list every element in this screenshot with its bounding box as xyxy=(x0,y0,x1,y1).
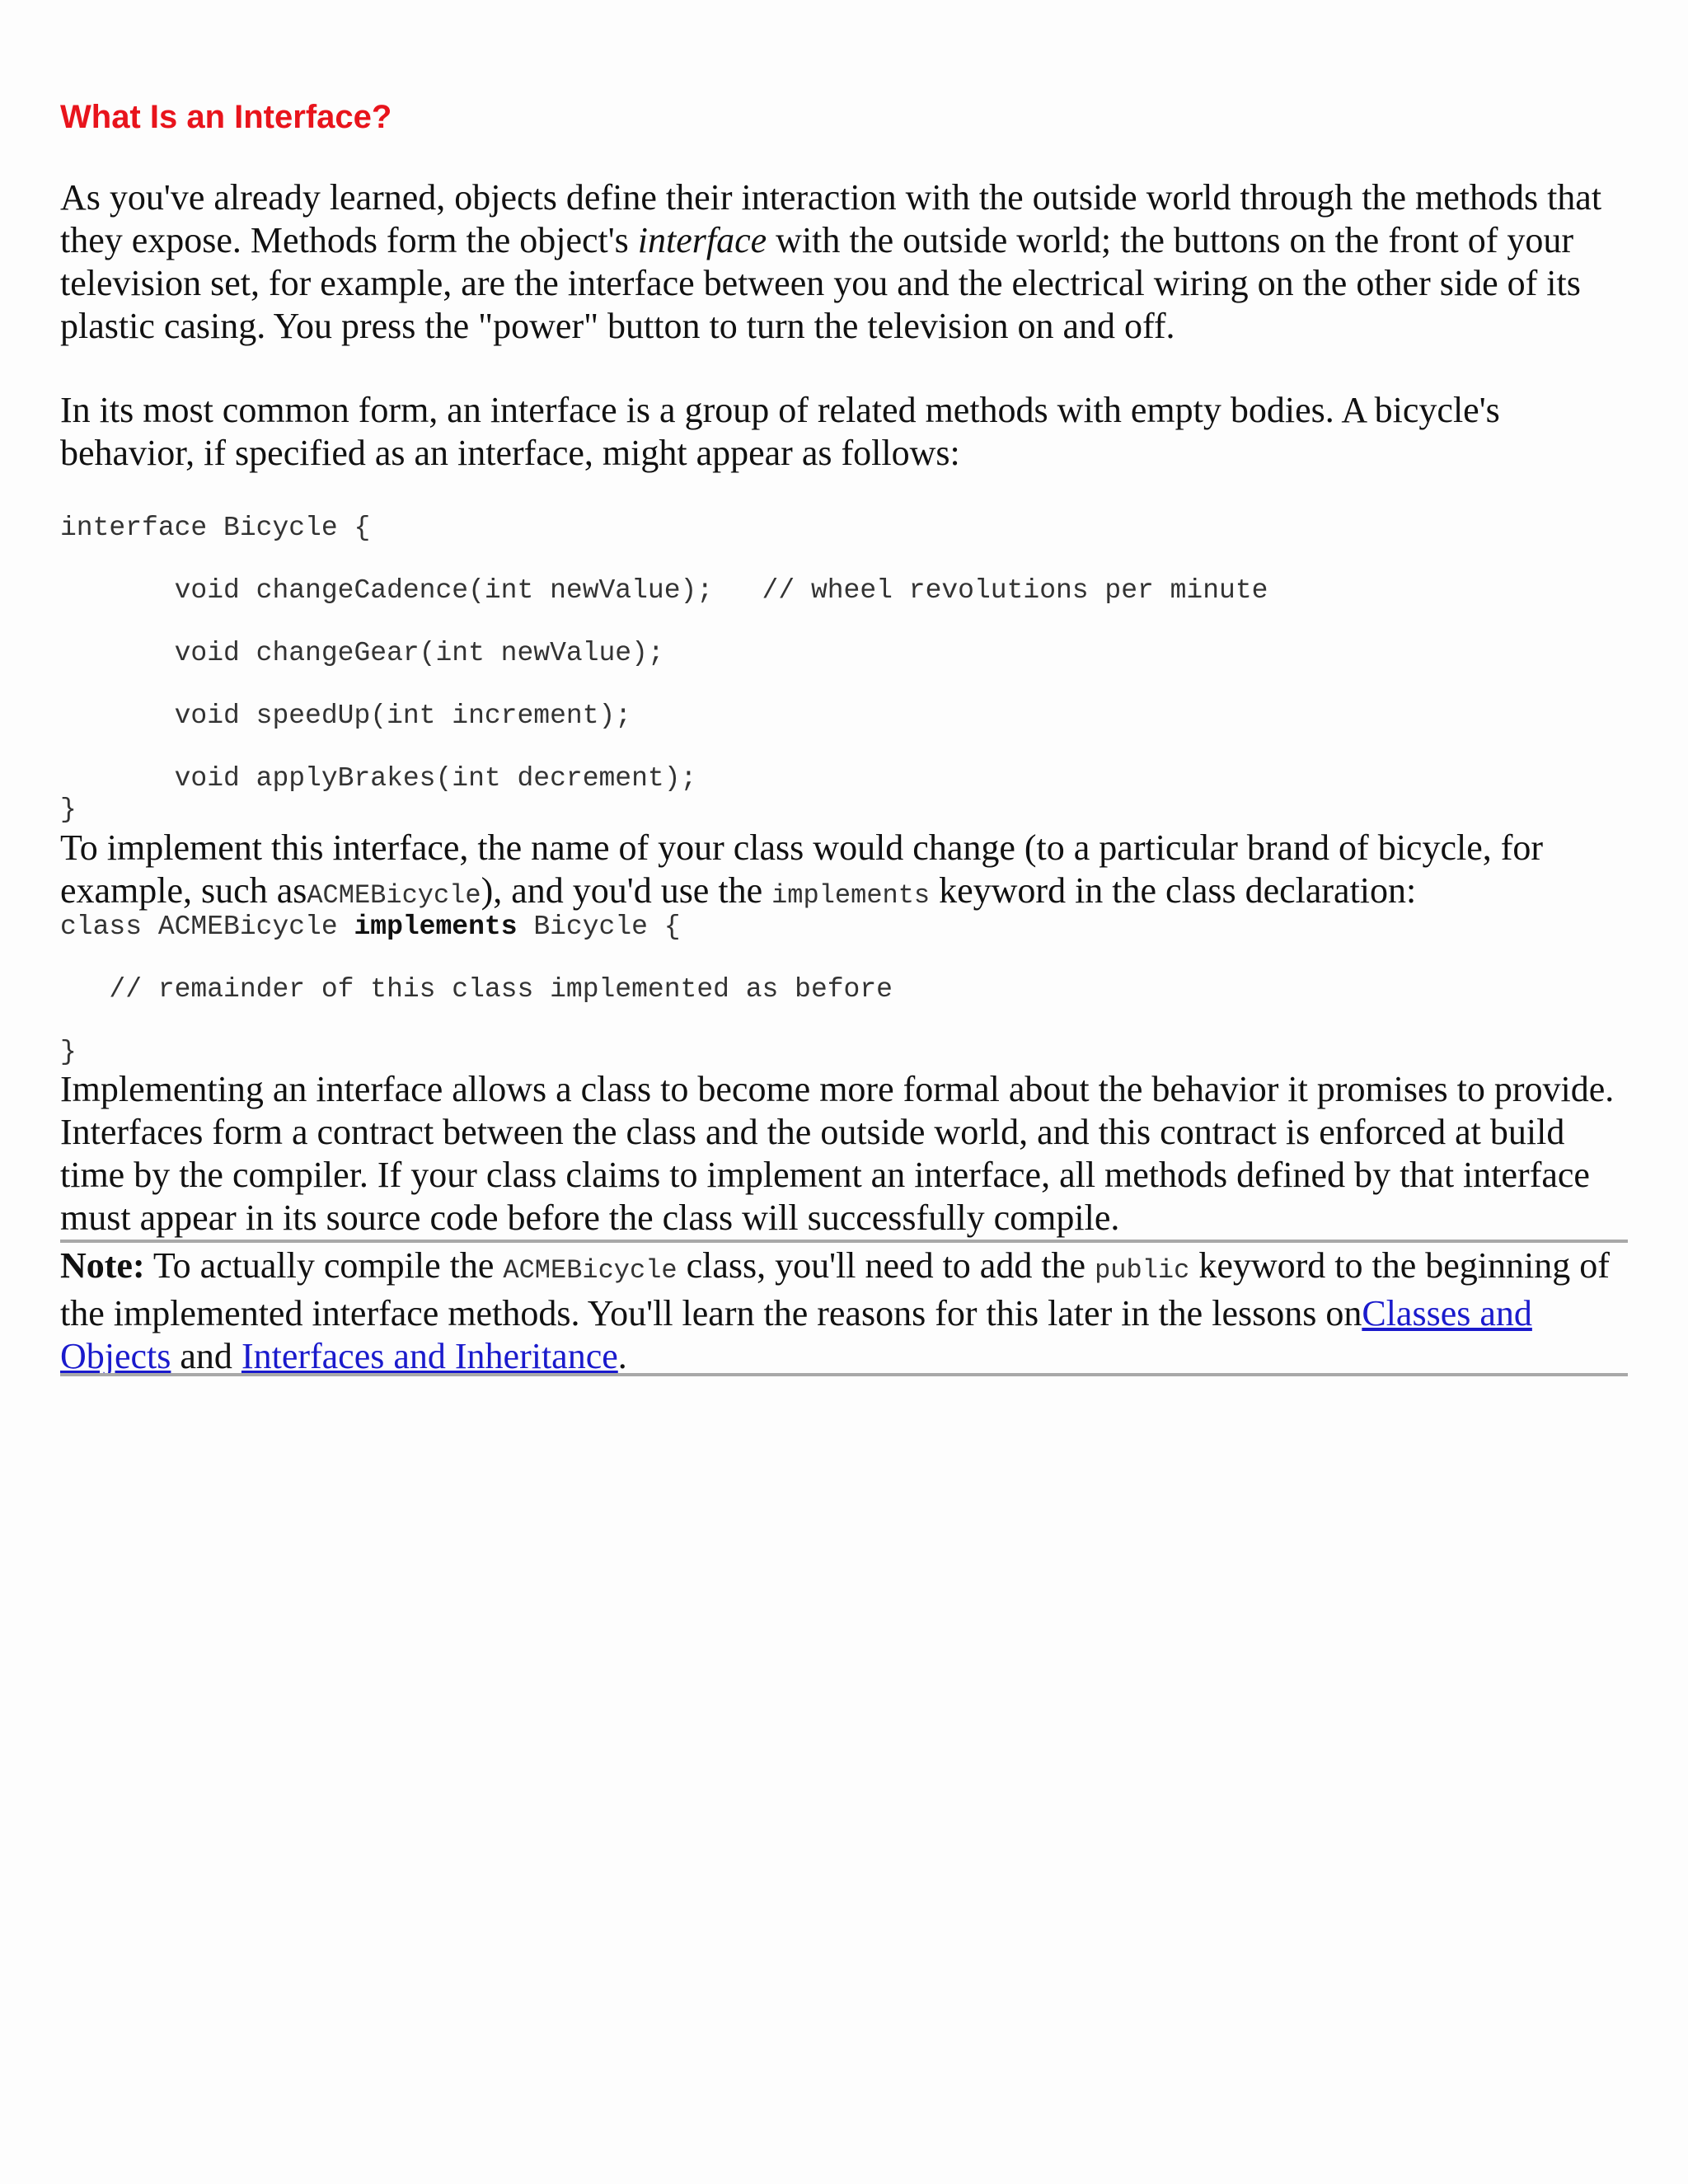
implements-keyword-code: implements xyxy=(771,880,931,911)
code-line xyxy=(60,912,681,943)
classes-and-objects-link[interactable]: Classes and Objects xyxy=(60,1293,1532,1376)
note-text-part2: class, you'll need to add the xyxy=(677,1245,1095,1286)
note-text-part1: To actually compile the xyxy=(144,1245,504,1286)
class-name-code: ACMEBicycle xyxy=(307,880,481,911)
code-line: void changeCadence(int newValue); // wheel revolutions per minute xyxy=(60,575,1268,606)
implement-text-part1: To implement this interface, the name of your class would change (to a particular brand of bicycle, for example, such as xyxy=(60,827,1544,911)
interface-emphasis: interface xyxy=(637,220,767,260)
interfaces-and-inheritance-link[interactable]: Interfaces and Inheritance xyxy=(241,1336,618,1376)
note-text-part4: and xyxy=(171,1336,241,1376)
note-top-divider xyxy=(60,1240,1628,1243)
intro-text-part1: As you've already learned, objects define their interaction with the outside world through the methods that they expose. Methods form the object's xyxy=(60,177,1602,260)
code-line: // remainder of this class implemented as before xyxy=(60,974,893,1005)
implements-keyword: implements xyxy=(354,912,518,942)
common-form-paragraph: In its most common form, an interface is a group of related methods with empty bodies. A bicycle's behavior, if specified as an interface, might appear as follows: xyxy=(60,390,1500,473)
code-line: void changeGear(int newValue); xyxy=(60,638,664,668)
page-title: What Is an Interface? xyxy=(60,99,392,135)
note-text-part3: keyword to the beginning of the implemented interface methods. You'll learn the reasons for this later in the lessons on xyxy=(60,1245,1610,1333)
intro-paragraph xyxy=(60,176,1628,348)
public-keyword-code: public xyxy=(1095,1255,1190,1286)
code-line: } xyxy=(60,1037,77,1067)
code-fragment: Bicycle { xyxy=(517,912,681,942)
implement-text-part3: keyword in the class declaration: xyxy=(930,870,1417,911)
code-line: interface Bicycle { xyxy=(60,513,371,543)
note-bottom-divider xyxy=(60,1373,1628,1376)
contract-paragraph: Implementing an interface allows a class to become more formal about the behavior it promises to provide. Interfaces form a contract between the class and the outside world, and this contract is enforced at build time by the compiler. If your class claims to implement an interface, all methods defined by that interface must appear in its source code before the class will successfully compile. xyxy=(60,1069,1615,1238)
note-label: Note: xyxy=(60,1245,145,1286)
implement-paragraph xyxy=(60,827,1628,917)
note-box xyxy=(60,1244,1628,1378)
implement-text-part2: ), and you'd use the xyxy=(481,870,772,911)
class-name-code: ACMEBicycle xyxy=(503,1255,678,1286)
note-text-part5: . xyxy=(617,1336,627,1376)
code-line: } xyxy=(60,794,77,825)
code-fragment: class ACMEBicycle xyxy=(60,912,354,942)
code-line: void speedUp(int increment); xyxy=(60,701,632,731)
intro-text-part2: with the outside world; the buttons on the front of your television set, for example, are the interface between you and the electrical wiring on the other side of its plastic casing. You press the "power" button to turn the television on and off. xyxy=(60,220,1581,346)
code-line: void applyBrakes(int decrement); xyxy=(60,763,697,794)
